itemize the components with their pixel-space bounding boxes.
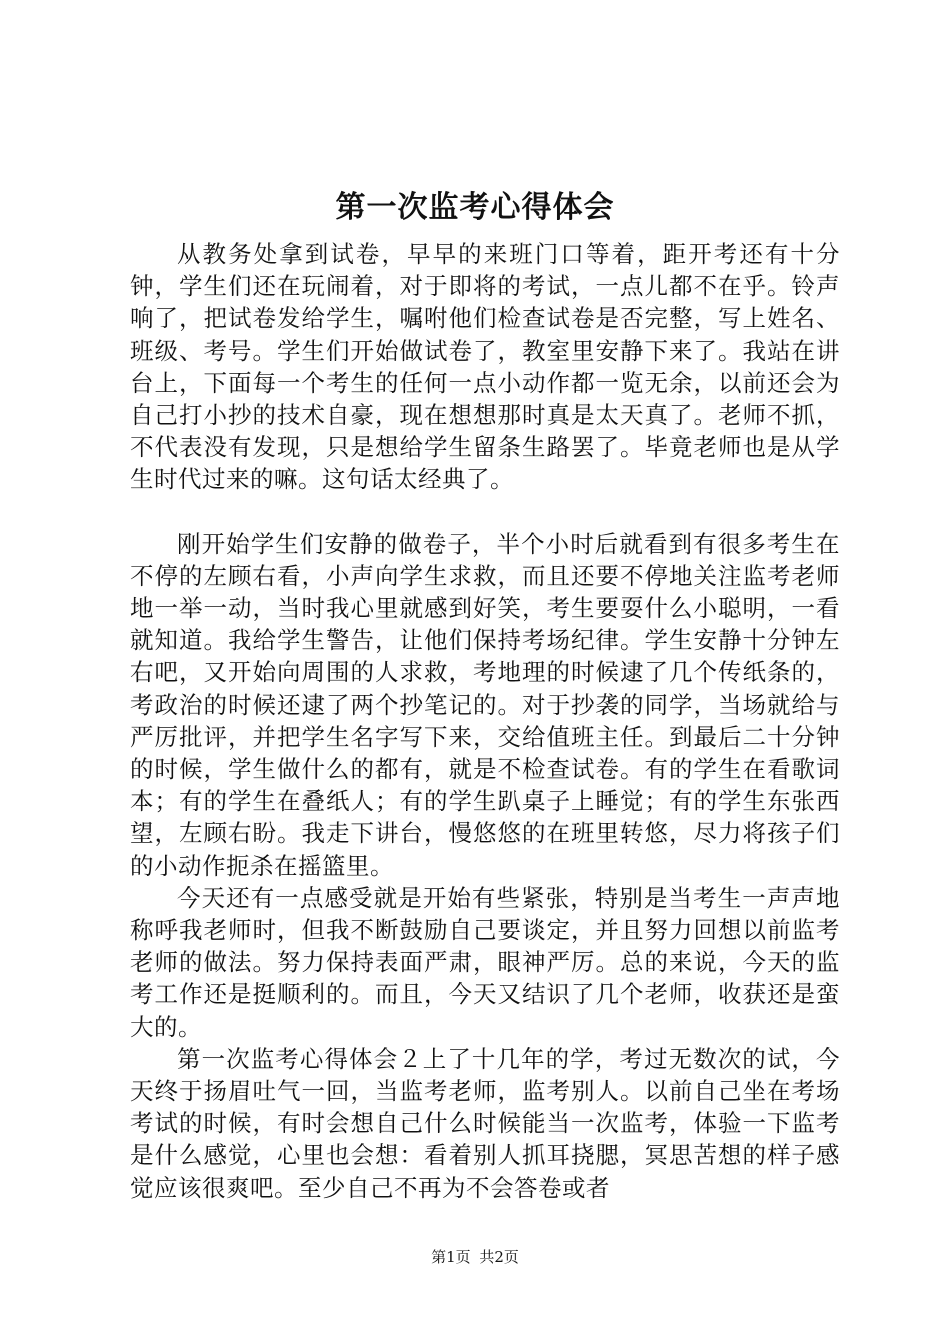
page-number: 第1页	[431, 1248, 471, 1266]
paragraph: 第一次监考心得体会２上了十几年的学，考过无数次的试，今天终于扬眉吐气一回，当监考老师，监考别人。以前自己坐在考场考试的时候，有时会想自己什么时候能当一次监考，体验一下监考是什么感觉，心里也会想：看着别人抓耳挠腮，冥思苦想的样子感觉应该很爽吧。至少自己不再为不会答卷或者	[130, 1044, 840, 1202]
page-total: 共2页	[479, 1248, 519, 1266]
paragraph: 刚开始学生们安静的做卷子，半个小时后就看到有很多考生在不停的左顾右看，小声向学生求救，而且还要不停地关注监考老师地一举一动，当时我心里就感到好笑，考生要耍什么小聪明，一看就知道。我给学生警告，让他们保持考场纪律。学生安静十分钟左右吧，又开始向周围的人求救，考地理的时候逮了几个传纸条的，考政治的时候还逮了两个抄笔记的。对于抄袭的同学，当场就给与严厉批评，并把学生名字写下来，交给值班主任。到最后二十分钟的时候，学生做什么的都有，就是不检查试卷。有的学生在看歌词本；有的学生在叠纸人；有的学生趴桌子上睡觉；有的学生东张西望，左顾右盼。我走下讲台，慢悠悠的在班里转悠，尽力将孩子们的小动作扼杀在摇篮里。	[130, 529, 840, 880]
document-body	[130, 238, 840, 1204]
paragraph: 从教务处拿到试卷，早早的来班门口等着，距开考还有十分钟，学生们还在玩闹着，对于即将的考试，一点儿都不在乎。铃声响了，把试卷发给学生，嘱咐他们检查试卷是否完整，写上姓名、班级、考号。学生们开始做试卷了，教室里安静下来了。我站在讲台上，下面每一个考生的任何一点小动作都一览无余，以前还会为自己打小抄的技术自豪，现在想想那时真是太天真了。老师不抓，不代表没有发现，只是想给学生留条生路罢了。毕竟老师也是从学生时代过来的嘛。这句话太经典了。	[130, 240, 840, 494]
paragraph: 今天还有一点感受就是开始有些紧张，特别是当考生一声声地称呼我老师时，但我不断鼓励自己要谈定，并且努力回想以前监考老师的做法。努力保持表面严肃，眼神严厉。总的来说，今天的监考工作还是挺顺利的。而且，今天又结识了几个老师，收获还是蛮大的。	[130, 883, 840, 1041]
page-title: 第一次监考心得体会	[335, 190, 615, 225]
page-footer	[0, 1247, 950, 1267]
